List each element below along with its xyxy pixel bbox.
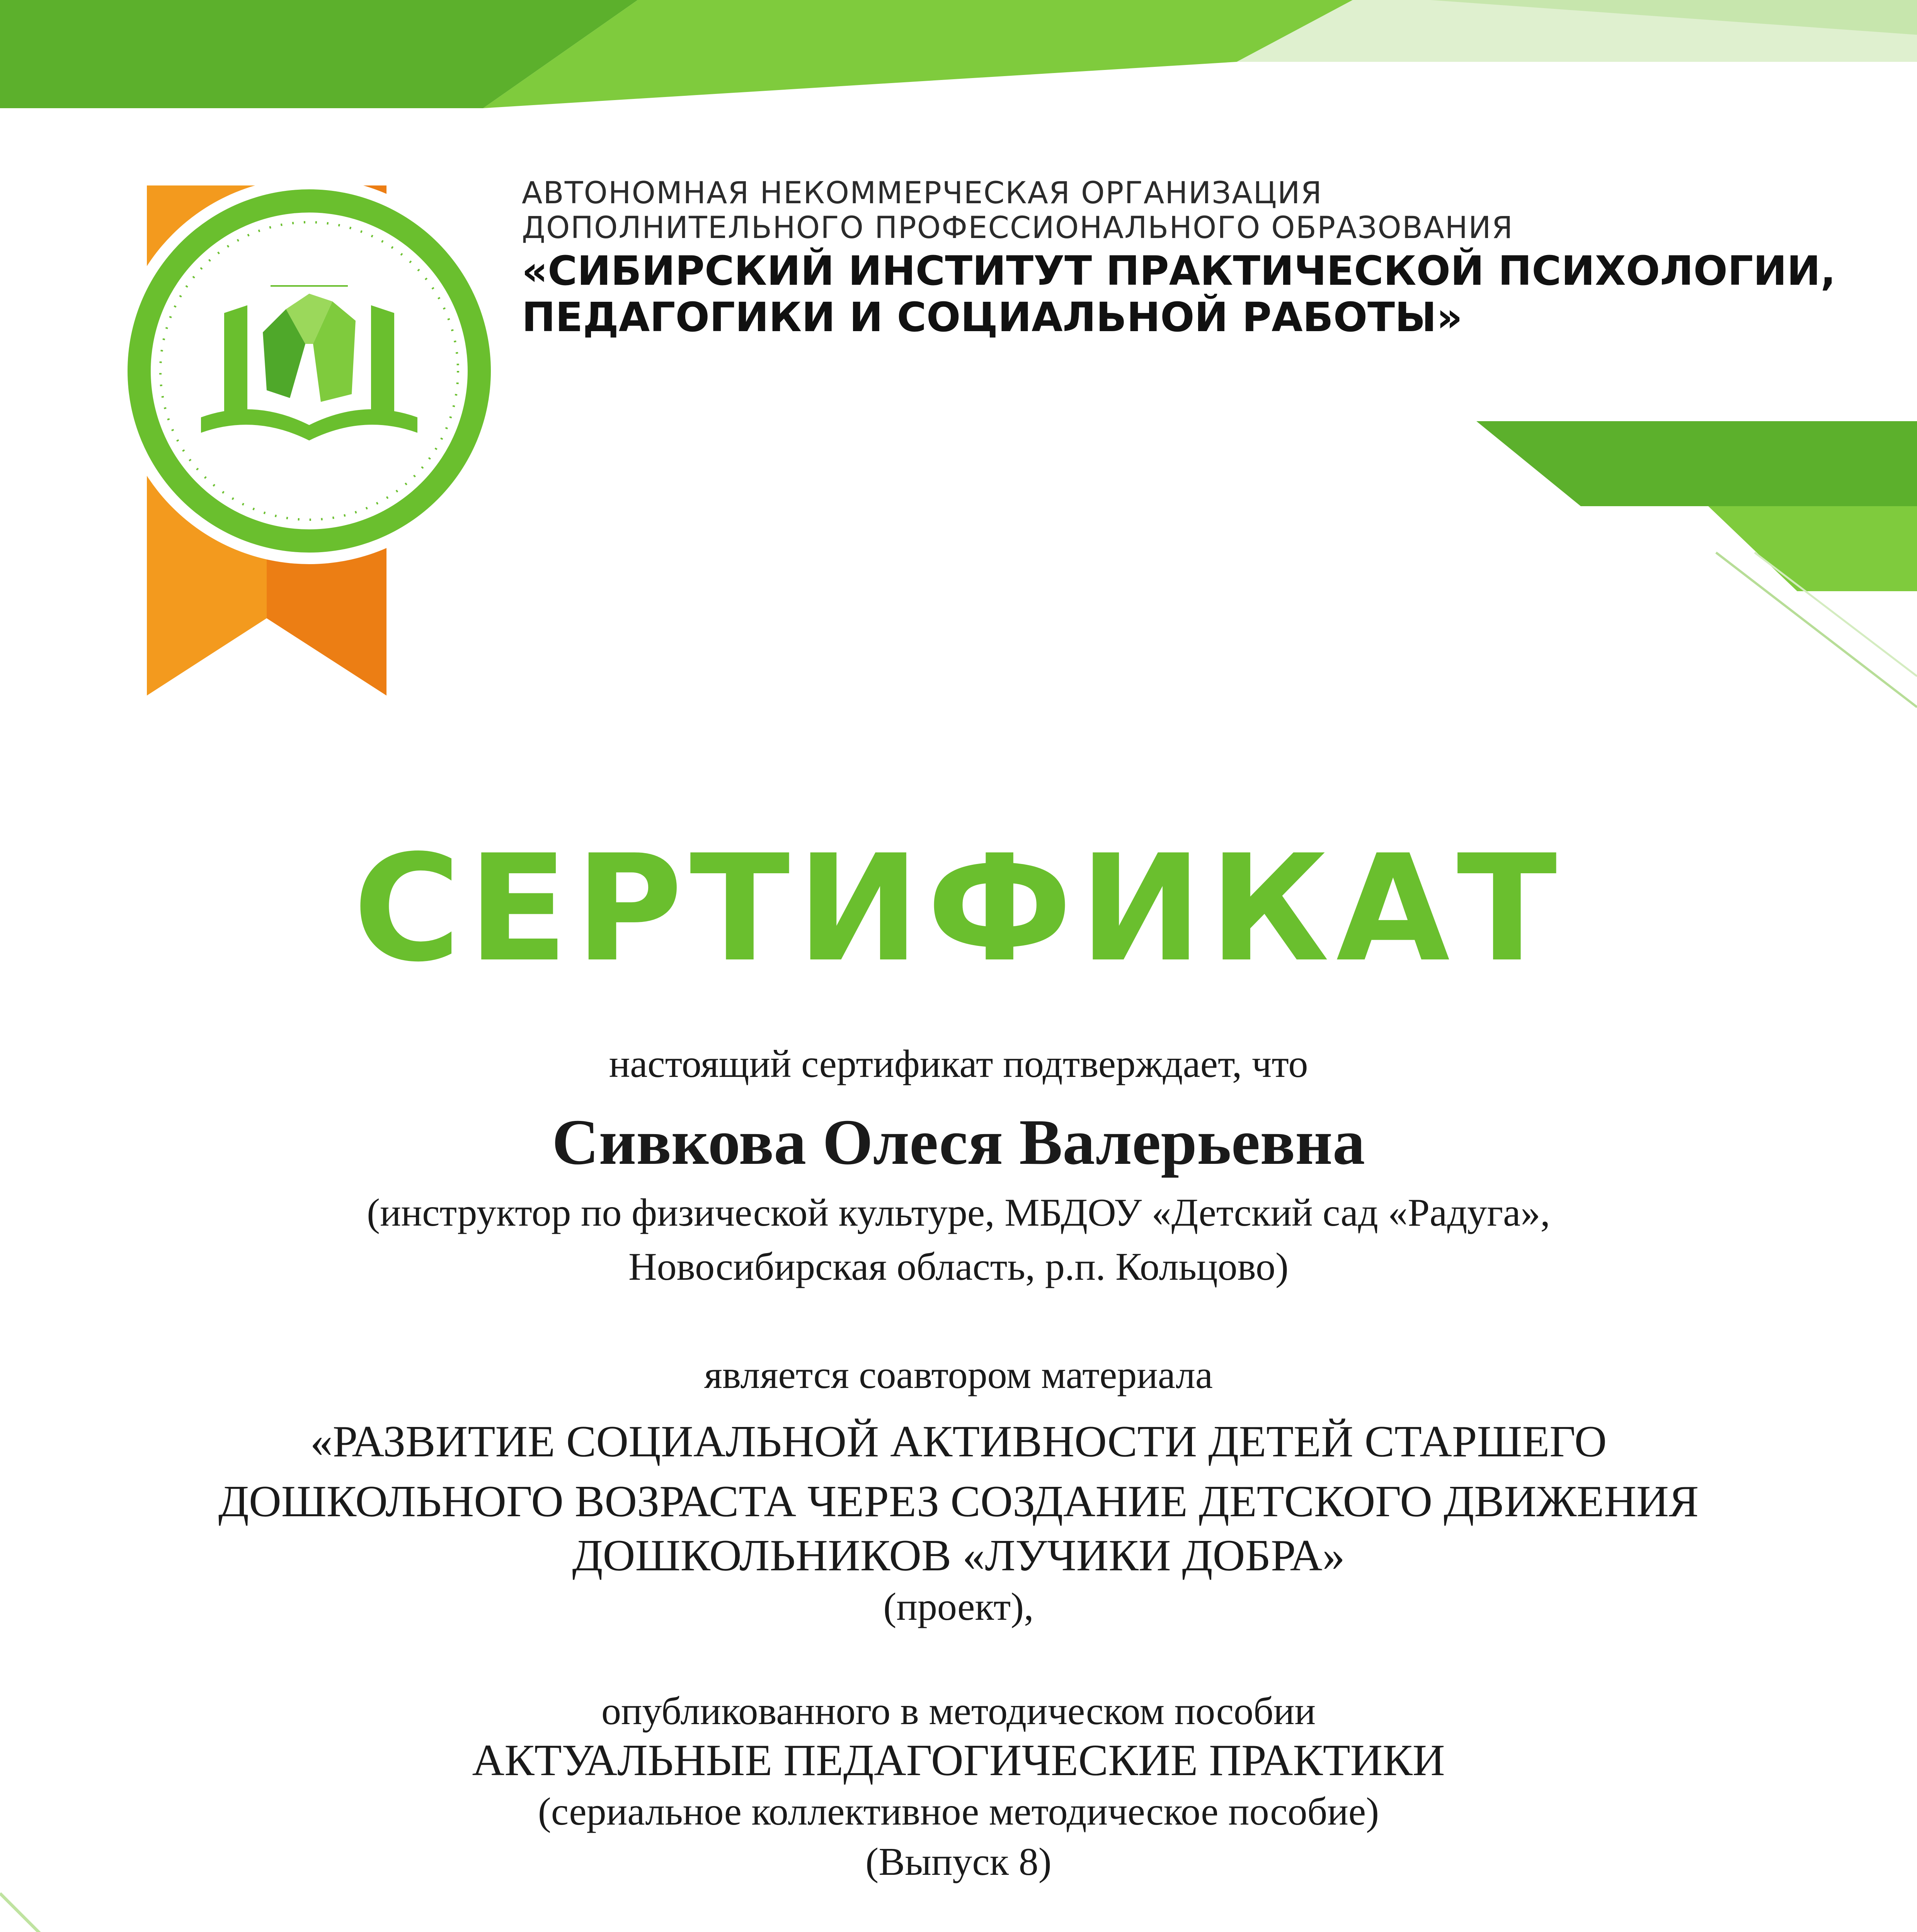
org-type-line1: АВТОНОМНАЯ НЕКОММЕРЧЕСКАЯ ОРГАНИЗАЦИЯ	[522, 176, 1323, 211]
issue-number: (Выпуск 8)	[865, 1840, 1052, 1884]
org-type-line2: ДОПОЛНИТЕЛЬНОГО ПРОФЕССИОНАЛЬНОГО ОБРАЗОВАНИЯ	[522, 211, 1514, 245]
recipient-name: Сивкова Олеся Валерьевна	[552, 1106, 1365, 1178]
material-type: (проект),	[883, 1585, 1034, 1629]
material-title-line1: «РАЗВИТИЕ СОЦИАЛЬНОЙ АКТИВНОСТИ ДЕТЕЙ СТАРШЕГО	[310, 1417, 1607, 1466]
publication-title: АКТУАЛЬНЫЕ ПЕДАГОГИЧЕСКИЕ ПРАКТИКИ	[472, 1736, 1445, 1785]
role-text: является соавтором материала	[704, 1353, 1213, 1397]
material-title-line2: ДОШКОЛЬНОГО ВОЗРАСТА ЧЕРЕЗ СОЗДАНИЕ ДЕТСКОГО ДВИЖЕНИЯ	[218, 1477, 1699, 1526]
published-in-text: опубликованного в методическом пособии	[601, 1689, 1316, 1733]
material-title-line3: ДОШКОЛЬНИКОВ «ЛУЧИКИ ДОБРА»	[572, 1531, 1345, 1580]
recipient-details-line2: Новосибирская область, р.п. Кольцово)	[628, 1245, 1289, 1289]
org-name-line1: «СИБИРСКИЙ ИНСТИТУТ ПРАКТИЧЕСКОЙ ПСИХОЛОГИИ,	[522, 247, 1836, 294]
org-name-line2: ПЕДАГОГИКИ И СОЦИАЛЬНОЙ РАБОТЫ»	[522, 294, 1463, 341]
certificate-title: СЕРТИФИКАТ	[353, 823, 1564, 994]
intro-text: настоящий сертификат подтверждает, что	[609, 1042, 1308, 1086]
recipient-details-line1: (инструктор по физической культуре, МБДОУ «Детский сад «Радуга»,	[367, 1191, 1550, 1235]
publication-type: (сериальное коллективное методическое пособие)	[538, 1790, 1379, 1833]
institute-logo-icon	[155, 216, 464, 526]
